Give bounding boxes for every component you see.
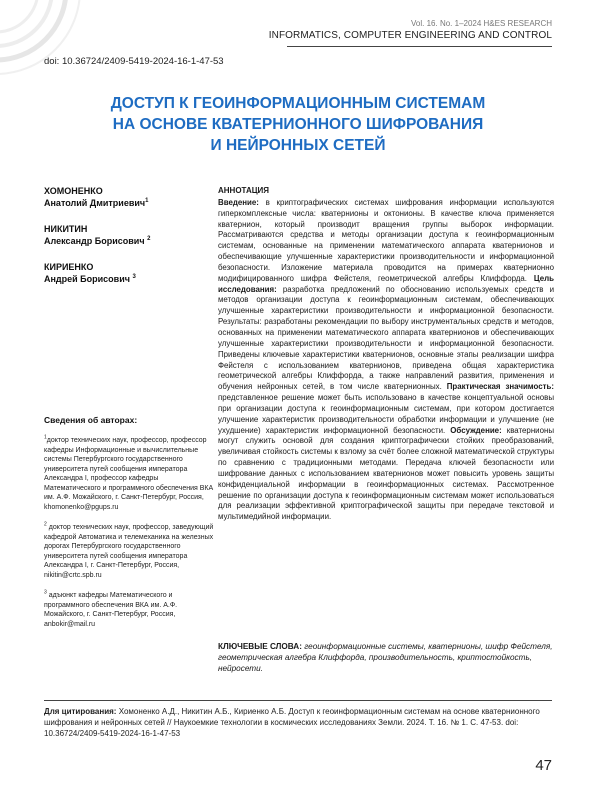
keywords-label: КЛЮЧЕВЫЕ СЛОВА: bbox=[218, 642, 302, 651]
author-ref: 1 bbox=[145, 198, 149, 204]
about-text: доктор технических наук, профессор, профессор кафедры Информационные и вычислительные системы Петербургского государственного университета путей сообщения императора Александра I, профессор кафедры Математического и программного обеспечения ВКА им. А.Ф. Можайского, г. Санкт-Петербург, Россия, khomonenko@pgups.ru bbox=[44, 437, 214, 511]
abstract-intro-text: в криптографических системах шифрования информации используются гиперкомплексные числа: кватернионы и октонионы. В качестве ключа применяется кватернион, который производит вращения группы выборок информации. Рассматриваются средства и методы организации доступа к геоинформационным системам, основанные на применении математического аппарата кватернионов и обеспечивающие улучшенные характеристики производительности и информационной безопасности. Изложение материала проводится на примерах кватернионно модифицированного шифра Фейстеля, геометрической алгебры Клиффорда. bbox=[218, 197, 554, 283]
citation-text: Хомоненко А.Д., Никитин А.Б., Кириенко А.Б. Доступ к геоинформационным системам на основе кватернионного шифрования и нейронных сетей // Наукоемкие технологии в космических исследованиях Земли. 2024. Т. 16. № 1. С. 47-53. doi: 10.36724/2409-5419-2024-16-1-47-53 bbox=[44, 707, 540, 738]
citation bbox=[44, 706, 554, 739]
title-line: И НЕЙРОННЫХ СЕТЕЙ bbox=[210, 137, 386, 154]
author-surname: ХОМОНЕНКО bbox=[44, 186, 103, 196]
abstract-body bbox=[218, 198, 554, 523]
author-ref: 3 bbox=[132, 274, 136, 280]
author-list bbox=[44, 186, 209, 300]
author-given-name: Анатолий Дмитриевич bbox=[44, 198, 146, 208]
abstract-intro-label: Введение: bbox=[218, 197, 259, 207]
journal-header bbox=[269, 19, 552, 42]
about-authors-heading: Сведения об авторах: bbox=[44, 415, 138, 425]
about-ref: 2 bbox=[44, 521, 47, 528]
page-number: 47 bbox=[535, 757, 552, 774]
citation-divider bbox=[44, 700, 552, 701]
abstract-heading: АННОТАЦИЯ bbox=[218, 186, 270, 195]
abstract-goal-text: разработка предложений по обоснованию используемых средств и методов организации доступа к геоинформационным системам, обеспечивающих улучшенные характеристики производительности и информационной безопасности. Результаты: разработаны рекомендации по выбору инструментальных средств и методов, основанных на применении математического аппарата кватернионов и обеспечивающих улучшенные характеристики производительности и информационной безопасности. Приведены ключевые характеристики кватернионов, основные этапы реализации шифра Фейстеля с использованием кватернионов, приведена общая характеристика геометрической алгебры Клиффорда, а также направлений развития, применения и обучения нейронных сетей, в том числе кватернионных. bbox=[218, 284, 554, 392]
author-surname: КИРИЕНКО bbox=[44, 262, 94, 272]
doi-line: doi: 10.36724/2409-5419-2024-16-1-47-53 bbox=[44, 56, 224, 67]
author-entry bbox=[44, 186, 209, 209]
title-line: НА ОСНОВЕ КВАТЕРНИОННОГО ШИФРОВАНИЯ bbox=[112, 116, 484, 133]
keywords-text: геоинформационные системы, кватернионы, шифр Фейстеля, геометрическая алгебра Клиффорда, производительность, криптостойкость, нейросети. bbox=[218, 642, 553, 673]
abstract-discussion-text: кватернионы могут служить основой для создания криптографически стойких преобразований, увеличивая стойкость системы к взлому за счёт более сложной математической структуры по сравнению с традиционными методами. Передача ключей безопасности или шифрование данных с использованием кватернионов может повысить уровень защиты конфиденциальной информации в геоинформационных системах. Рассмотренное решение по организации доступа к геоинформационным системам может использоваться для реализации эффективной криптографической защиты при передаче текстовой и мультимедийной информации. bbox=[218, 425, 555, 522]
citation-label: Для цитирования: bbox=[44, 707, 117, 716]
about-author-item bbox=[44, 523, 214, 580]
abstract bbox=[218, 186, 554, 523]
about-author-item bbox=[44, 436, 214, 512]
author-surname: НИКИТИН bbox=[44, 224, 88, 234]
author-ref: 2 bbox=[147, 236, 151, 242]
title-line: ДОСТУП К ГЕОИНФОРМАЦИОННЫМ СИСТЕМАМ bbox=[110, 95, 486, 112]
about-ref: 3 bbox=[44, 589, 47, 596]
author-given-name: Андрей Борисович bbox=[44, 274, 130, 284]
about-text: доктор технических наук, профессор, заведующий кафедрой Автоматика и телемеханика на железных дорогах Петербургского государственного университета путей сообщения императора Александра I, г. Санкт-Петербург, Россия, nikitin@crtc.spb.ru bbox=[44, 524, 214, 579]
about-text: адъюнкт кафедры Математического и программного обеспечения ВКА им. А.Ф. Можайского, г. Санкт-Петербург, Россия, anbokir@mail.ru bbox=[44, 592, 178, 628]
journal-volume: Vol. 16. No. 1–2024 H&ES RESEARCH bbox=[411, 19, 552, 28]
about-ref: 1 bbox=[44, 434, 47, 441]
corner-decoration bbox=[0, 0, 150, 80]
abstract-goal-label: Цель исследования: bbox=[218, 273, 554, 294]
article-title bbox=[44, 93, 552, 156]
journal-section: INFORMATICS, COMPUTER ENGINEERING AND CONTROL bbox=[268, 30, 552, 41]
about-authors-list bbox=[44, 436, 214, 640]
author-given-name: Александр Борисович bbox=[44, 236, 145, 246]
author-entry bbox=[44, 262, 209, 285]
abstract-discussion-label: Обсуждение: bbox=[450, 425, 502, 435]
about-author-item bbox=[44, 591, 214, 629]
author-entry bbox=[44, 224, 209, 247]
keywords bbox=[218, 641, 554, 674]
header-divider bbox=[287, 46, 552, 47]
abstract-practical-label: Практическая значимость: bbox=[446, 382, 554, 392]
abstract-practical-text: представленное решение может быть использовано в качестве концептуальной основы при организации доступа к геоинформационным системам, при котором достигается улучшение характеристик производительности обработки информации и улучшение (не ухудшение) характеристик информационной безопасности. bbox=[218, 393, 554, 435]
